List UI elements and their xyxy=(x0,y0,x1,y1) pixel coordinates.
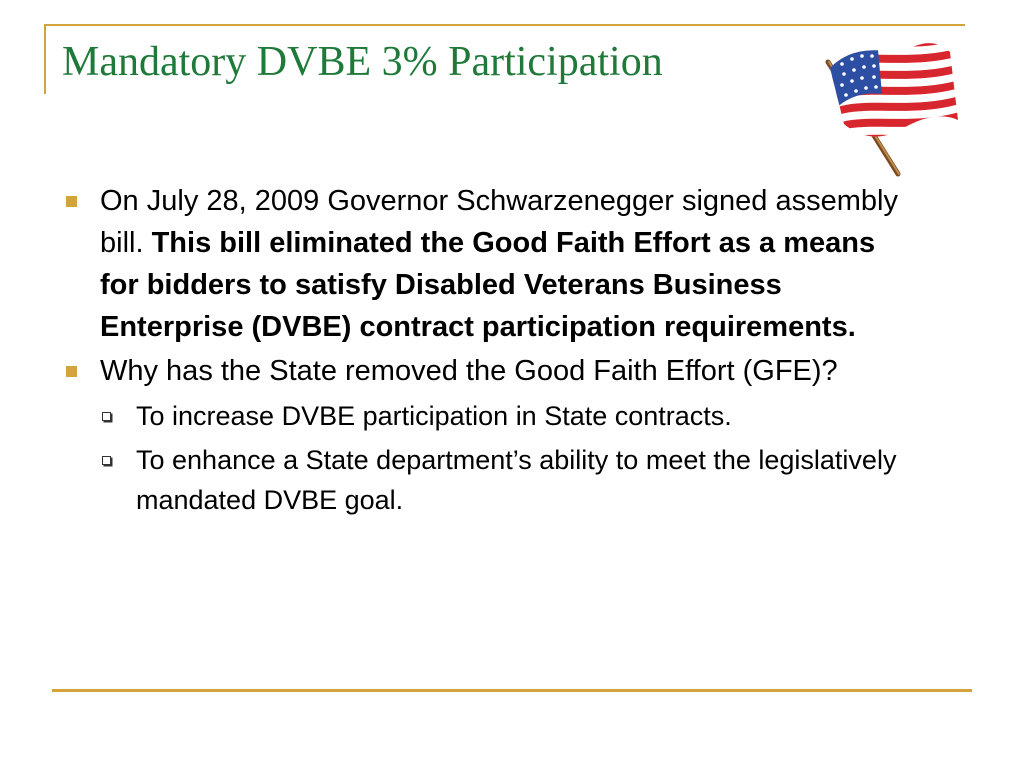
list-item xyxy=(62,350,912,392)
top-divider xyxy=(44,24,965,26)
hollow-square-bullet-icon xyxy=(102,412,111,421)
american-flag-icon xyxy=(820,28,960,178)
square-bullet-icon xyxy=(66,366,77,377)
sub-bullet-text: To increase DVBE participation in State contracts. xyxy=(136,401,732,431)
hollow-square-bullet-icon xyxy=(102,456,111,465)
sub-bullet-text: To enhance a State department’s ability to meet the legislatively mandated DVBE goal. xyxy=(136,445,897,515)
left-divider xyxy=(44,24,46,94)
bullet-bold-text: This bill eliminated the Good Faith Effort as a means for bidders to satisfy Disabled Veterans Business Enterprise (DVBE) contract participation requirements. xyxy=(100,227,876,343)
list-item xyxy=(62,180,912,348)
sub-list-item xyxy=(62,396,912,436)
bottom-divider xyxy=(52,689,972,692)
sub-list-item xyxy=(62,440,912,520)
bullet-text: Why has the State removed the Good Faith Effort (GFE)? xyxy=(100,355,838,387)
bullet-text: On July 28, 2009 Governor Schwarzenegger signed assembly bill. xyxy=(100,185,898,259)
slide-title: Mandatory DVBE 3% Participation xyxy=(62,39,663,85)
bullet-list xyxy=(62,180,912,520)
square-bullet-icon xyxy=(66,196,77,207)
